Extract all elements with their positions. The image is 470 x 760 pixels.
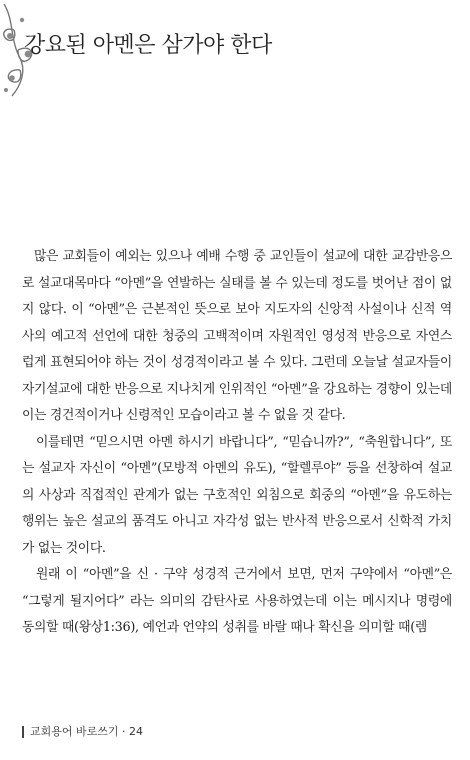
paragraph: 원래 이 “아멘”을 신 · 구약 성경적 근거에서 보면, 먼저 구약에서 “아멘”은 “그렇게 될지어다” 라는 의미의 감탄사로 사용하였는데 이는 메시지나 명령에 동의할 때(왕상1:36), 예언과 언약의 성취를 바랄 때나 확신을 의미할 때(렘 xyxy=(22,567,452,635)
paragraph: 많은 교회들이 예외는 있으나 예배 수행 중 교인들이 설교에 대한 교감반응으로 설교대목마다 “아멘”을 연발하는 실태를 볼 수 있는데 정도를 벗어난 점이 없지 않다. 이 “아멘”은 근본적인 뜻으로 보아 지도자의 신앙적 사설이나 신적 역사의 예고적 선언에 대한 청중의 고백적이며 자원적인 영성적 반응으로 자연스럽게 표현되어야 하는 것이 성경적이라고 볼 수 있다. 그런데 오늘날 설교자들이 자기설교에 대한 반응으로 지나치게 인위적인 “아멘”을 강요하는 경향이 있는데 이는 경건적이거나 신령적인 모습이라고 볼 수 없을 것 같다. xyxy=(22,249,452,423)
body-text xyxy=(22,244,452,642)
page-footer: 교회용어 바로쓰기 · 24 xyxy=(22,726,143,738)
paragraph: 이를테면 “믿으시면 아멘 하시기 바랍니다”, “믿습니까?”, “축원합니다”, 또는 설교자 자신이 “아멘”(모방적 아멘의 유도), “할렐루야” 등을 선창하여 설교의 사상과 직접적인 관계가 없는 구호적인 외침으로 회중의 “아멘”을 유도하는 행위는 높은 설교의 품격도 아니고 자각성 없는 반사적 반응으로서 신학적 가치가 없는 것이다. xyxy=(22,434,452,556)
chapter-title: 강요된 아멘은 삼가야 한다 xyxy=(24,33,272,58)
